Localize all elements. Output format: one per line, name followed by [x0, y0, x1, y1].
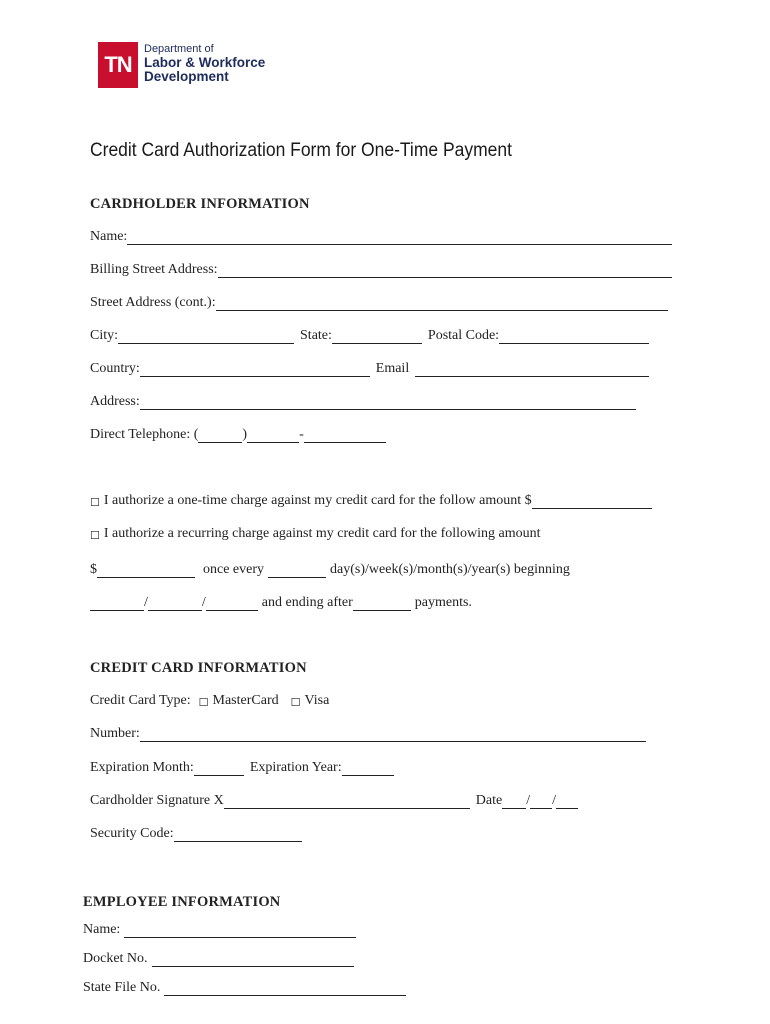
- dollar-sign: $: [90, 562, 97, 577]
- recurring-amount-row: [90, 562, 570, 578]
- street-cont-label: Street Address (cont.):: [90, 295, 216, 310]
- state-field[interactable]: [332, 329, 422, 344]
- exp-year-field[interactable]: [342, 761, 394, 776]
- address-row: [90, 394, 636, 410]
- employee-name-row: [83, 922, 356, 938]
- credit-card-heading: CREDIT CARD INFORMATION: [90, 660, 307, 676]
- slash-2: /: [201, 595, 206, 610]
- logo-line-2: Labor & Workforce: [144, 55, 266, 70]
- one-time-text: I authorize a one-time charge against my credit card for the follow amount $: [103, 493, 532, 508]
- mastercard-checkbox[interactable]: ☐: [198, 696, 209, 709]
- agency-logo: [98, 42, 265, 94]
- once-every-label: once every: [203, 562, 265, 577]
- postal-label: Postal Code:: [427, 328, 500, 343]
- date-slash-2: /: [552, 793, 556, 808]
- security-code-row: [90, 826, 302, 842]
- country-label: Country:: [90, 361, 140, 376]
- street-cont-field[interactable]: [216, 296, 668, 311]
- email-label: Email: [375, 361, 410, 376]
- security-code-field[interactable]: [174, 827, 302, 842]
- signature-label: Cardholder Signature X: [90, 793, 224, 808]
- interval-field[interactable]: [268, 563, 326, 578]
- card-number-label: Number:: [90, 726, 140, 741]
- employee-name-field[interactable]: [124, 923, 356, 938]
- begin-year-field[interactable]: [206, 596, 258, 611]
- employee-heading: EMPLOYEE INFORMATION: [83, 894, 281, 910]
- security-code-label: Security Code:: [90, 826, 174, 841]
- recurring-checkbox[interactable]: ☐: [90, 529, 100, 542]
- begin-month-field[interactable]: [90, 596, 144, 611]
- docket-field[interactable]: [152, 952, 354, 967]
- docket-row: [83, 951, 354, 967]
- name-field[interactable]: [127, 230, 672, 245]
- city-label: City:: [90, 328, 119, 343]
- card-number-field[interactable]: [140, 727, 646, 742]
- phone-prefix-field[interactable]: [247, 428, 299, 443]
- one-time-amount-field[interactable]: [532, 494, 652, 509]
- street-cont-row: [90, 295, 668, 311]
- signature-row: [90, 793, 578, 809]
- logo-line-3: Development: [144, 69, 229, 84]
- recurring-text: I authorize a recurring charge against my credit card for the following amount: [103, 526, 541, 541]
- agency-name: [144, 42, 265, 84]
- visa-checkbox[interactable]: ☐: [290, 696, 301, 709]
- mastercard-label: MasterCard: [212, 693, 279, 708]
- phone-row: [90, 427, 386, 443]
- employee-name-label: Name:: [83, 922, 121, 937]
- state-file-label: State File No.: [83, 980, 161, 995]
- recurring-amount-field[interactable]: [97, 563, 195, 578]
- card-number-row: [90, 726, 646, 742]
- logo-line-1: Department of: [144, 43, 214, 55]
- phone-close-paren: ): [242, 427, 248, 442]
- form-title: Credit Card Authorization Form for One-Time Payment: [90, 140, 512, 161]
- address-label: Address:: [90, 394, 140, 409]
- billing-label: Billing Street Address:: [90, 262, 218, 277]
- phone-number-field[interactable]: [304, 428, 386, 443]
- state-label: State:: [300, 328, 332, 343]
- name-row: [90, 229, 672, 245]
- billing-field[interactable]: [218, 263, 672, 278]
- exp-year-label: Expiration Year:: [249, 760, 342, 775]
- exp-month-field[interactable]: [194, 761, 244, 776]
- card-type-row: [90, 693, 329, 709]
- ending-after-label: and ending after: [261, 595, 353, 610]
- area-code-field[interactable]: [198, 428, 242, 443]
- begin-day-field[interactable]: [148, 596, 202, 611]
- cardholder-heading: CARDHOLDER INFORMATION: [90, 196, 310, 212]
- billing-row: [90, 262, 672, 278]
- one-time-checkbox[interactable]: ☐: [90, 496, 100, 509]
- country-field[interactable]: [140, 362, 370, 377]
- country-row: [90, 361, 649, 377]
- state-file-row: [83, 980, 406, 996]
- period-label: day(s)/week(s)/month(s)/year(s) beginning: [330, 562, 570, 577]
- exp-month-label: Expiration Month:: [90, 760, 194, 775]
- date-label: Date: [475, 793, 503, 808]
- docket-label: Docket No.: [83, 951, 148, 966]
- date-month-field[interactable]: [502, 794, 526, 809]
- date-slash-1: /: [526, 793, 531, 808]
- city-row: [90, 328, 649, 344]
- state-file-field[interactable]: [164, 981, 406, 996]
- date-day-field[interactable]: [530, 794, 552, 809]
- one-time-row: [90, 493, 652, 509]
- email-field[interactable]: [415, 362, 649, 377]
- tn-logo-mark: TN: [98, 42, 138, 88]
- slash-1: /: [144, 595, 148, 610]
- phone-dash: -: [299, 427, 304, 442]
- address-field[interactable]: [140, 395, 636, 410]
- begin-date-row: [90, 595, 472, 611]
- postal-field[interactable]: [499, 329, 649, 344]
- expiration-row: [90, 760, 394, 776]
- date-year-field[interactable]: [556, 794, 578, 809]
- payments-label: payments.: [414, 595, 472, 610]
- name-label: Name:: [90, 229, 128, 244]
- phone-label: Direct Telephone: (: [90, 427, 199, 442]
- visa-label: Visa: [304, 693, 330, 708]
- city-field[interactable]: [118, 329, 294, 344]
- payment-count-field[interactable]: [353, 596, 411, 611]
- signature-field[interactable]: [224, 794, 470, 809]
- recurring-row: [90, 526, 541, 542]
- card-type-label: Credit Card Type:: [90, 693, 191, 708]
